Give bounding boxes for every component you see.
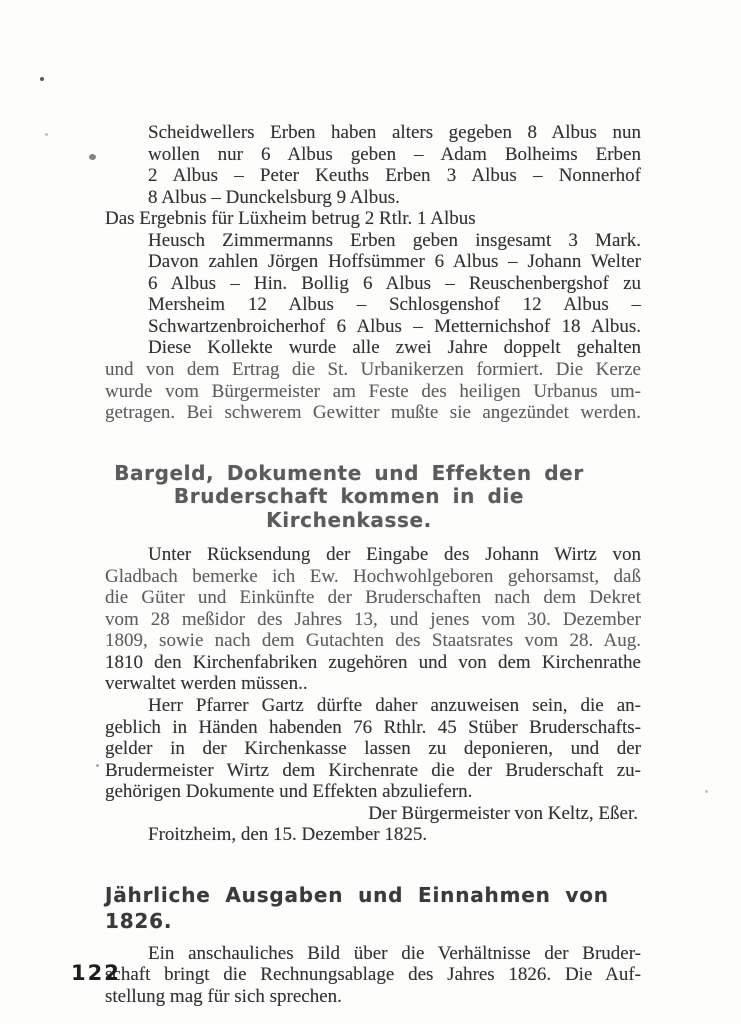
text-line: wollen nur 6 Albus geben – Adam Bolheims Erben — [148, 143, 641, 165]
text-line: Schwartzenbroicherhof 6 Albus – Metternichshof 18 Albus. — [148, 315, 641, 337]
text-line: Diese Kollekte wurde alle zwei Jahre doppelt gehalten — [148, 337, 641, 359]
signature-line: Der Bürgermeister von Keltz, Eßer. — [368, 802, 638, 824]
text-line: schaft bringt die Rechnungsablage des Jahres 1826. Die Auf- — [105, 964, 641, 986]
text-line: Herr Pfarrer Gartz dürfte daher anzuweisen sein, die an- — [148, 694, 641, 716]
collection-list-heusch — [105, 230, 641, 338]
page-number: 122 — [71, 961, 121, 985]
ink-speck — [45, 133, 48, 136]
text-line: und von dem Ertrag die St. Urbanikerzen formiert. Die Kerze — [105, 359, 641, 381]
text-line: Heusch Zimmermanns Erben geben insgesamt 3 Mark. — [148, 229, 641, 251]
result-line: Das Ergebnis für Lüxheim betrug 2 Rtlr. 1 Albus — [105, 208, 476, 230]
text-line: Gladbach bemerke ich Ew. Hochwohlgeboren gehorsamst, daß — [105, 565, 641, 587]
collection-list-luexheim — [105, 122, 641, 208]
heading-line: Bruderschaft kommen in die Kirchenkasse. — [173, 484, 525, 532]
paragraph-pfarrer-gartz — [105, 695, 641, 803]
paragraph-letter-dekret — [105, 544, 641, 695]
text-line: Ein anschauliches Bild über die Verhältnisse der Bruder- — [148, 942, 641, 964]
text-line: getragen. Bei schwerem Gewitter mußte sie angezündet werden. — [105, 402, 641, 424]
ink-speck — [40, 77, 44, 81]
text-line: stellung mag für sich sprechen. — [105, 985, 342, 1007]
text-line: wurde vom Bürgermeister am Feste des heiligen Urbanus um- — [105, 380, 641, 402]
date-line: Froitzheim, den 15. Dezember 1825. — [148, 824, 428, 846]
text-line: Brudermeister Wirtz dem Kirchenrate die der Bruderschaft zu- — [105, 759, 641, 781]
text-line: geblich in Händen habenden 76 Rthlr. 45 Stüber Bruderschafts- — [105, 716, 641, 738]
heading-jahresrechnung-1826: Jährliche Ausgaben und Einnahmen von 1826. — [105, 882, 609, 933]
text-line: Scheidwellers Erben haben alters gegeben 8 Albus nun — [148, 122, 641, 143]
paragraph-kollekte — [105, 337, 641, 423]
paragraph-rechnungsablage — [105, 943, 641, 1008]
text-line: 2 Albus – Peter Keuths Erben 3 Albus – Nonnerhof — [148, 165, 641, 187]
ink-speck — [705, 790, 708, 793]
text-line: vom 28 meßidor des Jahres 13, und jenes vom 30. Dezember — [105, 608, 641, 630]
text-line: 1810 den Kirchenfabriken zugehören und von dem Kirchenrathe — [105, 651, 641, 673]
text-line: verwaltet werden müssen.. — [105, 673, 308, 695]
heading-line: Bargeld, Dokumente und Effekten der — [114, 460, 584, 485]
text-line: gelder in der Kirchenkasse lassen zu deponieren, und der — [105, 738, 641, 760]
text-line: die Güter und Einkünfte der Bruderschaften nach dem Dekret — [105, 587, 641, 609]
ink-speck — [96, 764, 99, 767]
text-block — [105, 122, 641, 1007]
text-line: gehörigen Dokumente und Effekten abzuliefern. — [105, 781, 473, 803]
text-line: 8 Albus – Dunckelsburg 9 Albus. — [148, 186, 400, 208]
text-line: 1809, sowie nach dem Gutachten des Staatsrates vom 28. Aug. — [105, 630, 641, 652]
text-line: Davon zahlen Jörgen Hoffsümmer 6 Albus – Johann Welter — [148, 251, 641, 273]
text-line: Unter Rücksendung der Eingabe des Johann Wirtz von — [148, 544, 641, 566]
ink-speck — [89, 154, 96, 160]
text-line: 6 Albus – Hin. Bollig 6 Albus – Reuschenbergshof zu — [148, 272, 641, 294]
heading-bargeld-kirchenkasse — [105, 462, 641, 533]
text-line: Mersheim 12 Albus – Schlosgenshof 12 Albus – — [148, 294, 641, 316]
